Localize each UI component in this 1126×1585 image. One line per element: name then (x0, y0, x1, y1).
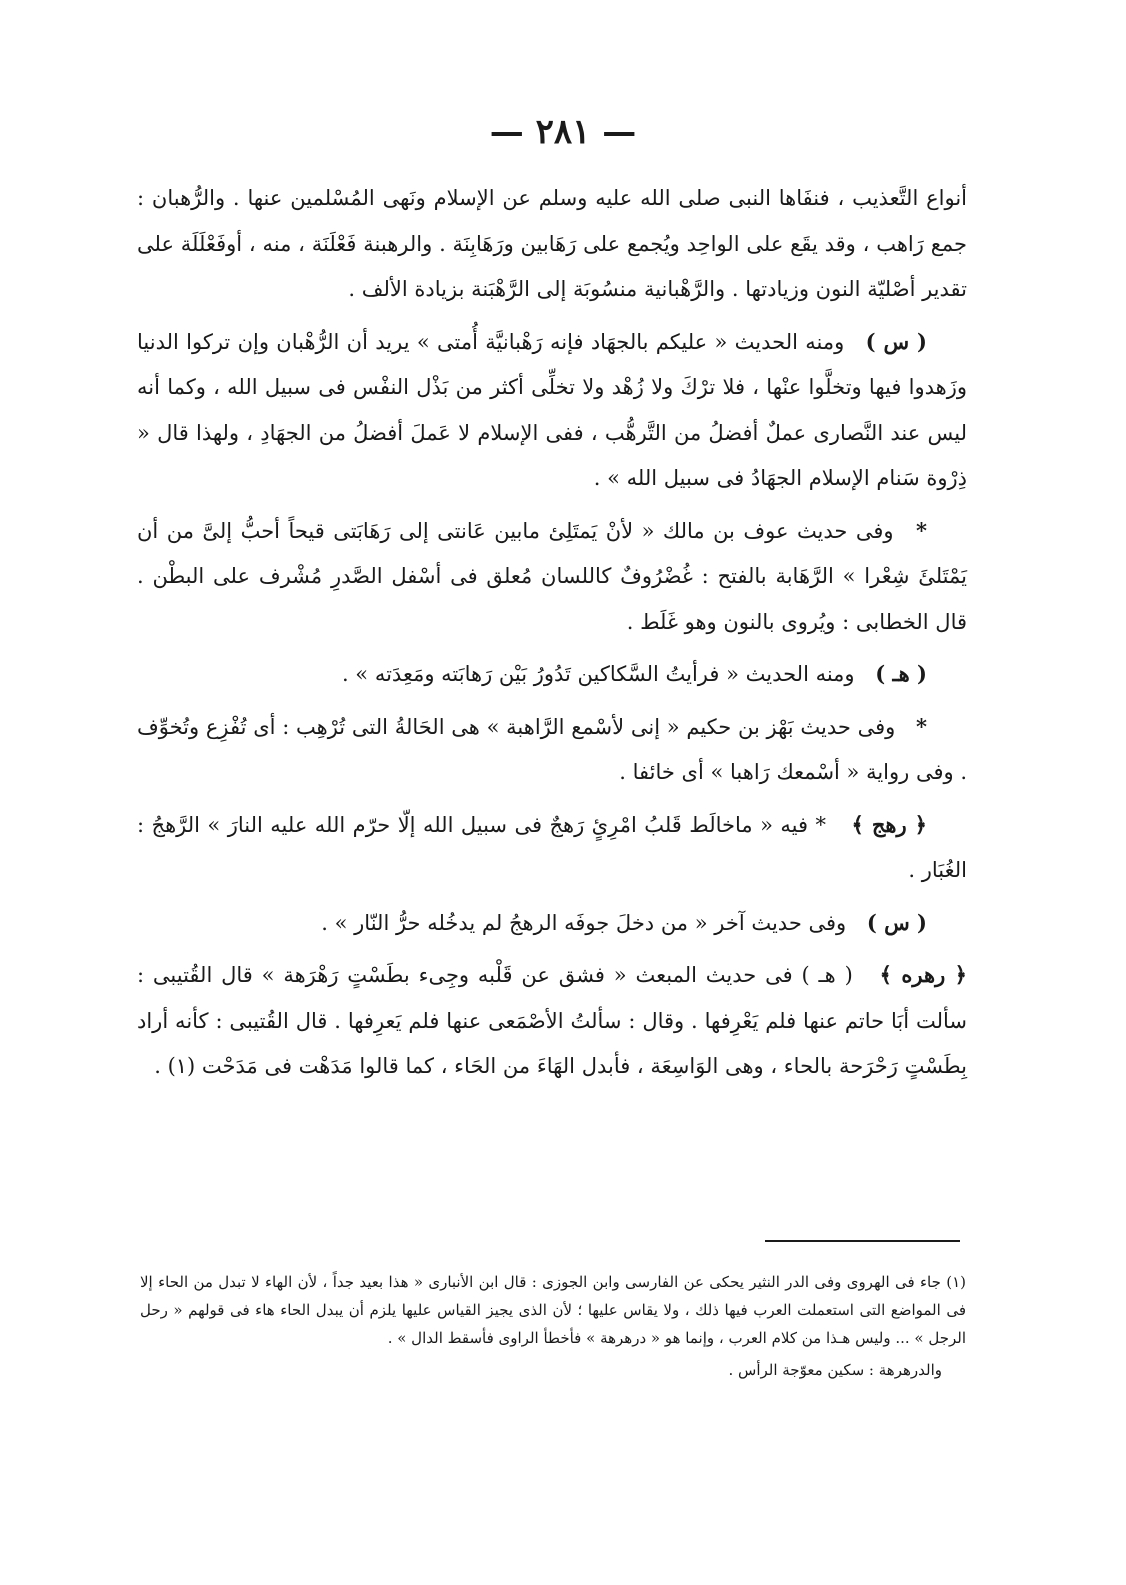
paragraph-text: أنواع التَّعذيب ، فنفَاها النبى صلى الله عليه وسلم عن الإسلام ونَهى المُسْلمين عنها . والرُّهبان : جمع رَاهب ، وقد يقَع على الواحِد ويُجمع على رَهَابين ورَهَابِنَة . والرهبنة فَعْلَنَة ، منه ، أوفَعْلَلَة على تقدير أصْليّة النون وزيادتها . والرَّهْبانية منسُوبَة إلى الرَّهْبَنة بزيادة الألف . (137, 186, 967, 301)
paragraph-text: وفى حديث عوف بن مالك « لأنْ يَمتَلِئ مابين عَانتى إلى رَهَابَتى قيحاً أحبُّ إلىَّ من أن يَمْتَلئَ شِعْرا » الرَّهَابة بالفتح : غُضْرُوفٌ كاللسان مُعلق فى أسْفل الصَّدرِ مُشْرف على البطْن . قال الخطابى : ويُروى بالنون وهو غَلَط . (137, 518, 967, 634)
paragraph-2 (137, 319, 967, 502)
source-marker: ( هـ ) (875, 661, 927, 686)
headword: ﴿ رهج ﴾ (851, 811, 927, 837)
paragraph-text: ( هـ ) فى حديث المبعث « فشق عن قَلْبه وجِىء بطَسْتٍ رَهْرَهة » قال القُتيبى : سألت أبَا حاتم عنها فلم يَعْرِفها . وقال : سألتُ الأصْمَعى عنها فلم يَعرِفها . قال القُتيبى : كأنه أراد بِطَسْتٍ رَحْرَحة بالحاء ، وهى الوَاسِعَة ، فأبدل الهَاءَ من الحَاء ، كما قالوا مَدَهْت فى مَدَحْت (١) . (137, 963, 967, 1078)
footnotes (140, 1268, 966, 1384)
paragraph-3 (137, 508, 967, 646)
footnote-divider (765, 1240, 960, 1242)
headword: ﴿ رهره ﴾ (879, 962, 967, 987)
entry-rahj (137, 802, 967, 894)
paragraph-text: وفى حديث آخر « من دخلَ جوفَه الرهجُ لم يدخُله حرُّ النّار » . (321, 910, 847, 935)
footnote-1-continuation: والدرهرهة : سكين معوّجة الرأس . (728, 1361, 942, 1379)
entry-rahrah (137, 952, 967, 1090)
footnote-1: (١) جاء فى الهروى وفى الدر النثير يحكى عن الفارسى وابن الجوزى : قال ابن الأنبارى « هذا بعيد جداً ، لأن الهاء لا تبدل من الحاء إلا فى المواضع التى استعملت العرب فيها ذلك ، ولا يقاس عليها ؛ لأن الذى يجيز القياس عليها يلزم أن يبدل الحاء هاء فى قولهم « رحل الرجل » ... وليس هـذا من كلام العرب ، وإنما هو « درهرهة » فأخطأ الراوى فأسقط الدال » . (140, 1273, 966, 1347)
paragraph-text: ومنه الحديث « فرأيتُ السَّكاكين تَدُورُ بَيْن رَهابَته ومَعِدَته » . (341, 662, 855, 686)
asterisk-marker: * (916, 517, 927, 543)
paragraph-text: وفى حديث بَهْز بن حكيم « إنى لأسْمع الرَّاهبة » هى الحَالةُ التى تُرْهِب : أى تُفْزِع وتُخوِّف . وفى رواية « أسْمعك رَاهبا » أى خائفا . (137, 714, 967, 784)
paragraph-7 (137, 900, 967, 947)
paragraph-4 (137, 651, 967, 698)
source-marker: ( س ) (866, 909, 927, 935)
asterisk-marker: * (916, 713, 927, 739)
main-text (137, 176, 967, 1096)
paragraph-text: ومنه الحديث « عليكم بالجهَاد فإنه رَهْبانيَّة أُمتى » يريد أن الرُّهْبان وإن تركوا الدنيا وزَهدوا فيها وتخلَّوا عنْها ، فلا ترْكَ ولا زُهْد ولا تخلِّى أكثر من بَذْل النفْس فى سبيل الله ، وكما أنه ليس عند النَّصارى عملٌ أفضلُ من التَّرهُّب ، ففى الإسلام لا عَملَ أفضلُ من الجهَادِ ، ولهذا قال « ذِرْوة سَنام الإسلام الجهَادُ فى سبيل الله » . (137, 329, 967, 490)
paragraph-1 (137, 176, 967, 313)
page-number: — ٢٨١ — (489, 112, 637, 152)
source-marker: ( س ) (865, 328, 927, 354)
paragraph-5 (137, 704, 967, 796)
paragraph-text: * فيه « ماخالَط قَلبُ امْرِئٍ رَهجٌ فى سبيل الله إلّا حرّم الله عليه النارَ » الرَّهجُ : الغُبَار . (137, 812, 967, 882)
